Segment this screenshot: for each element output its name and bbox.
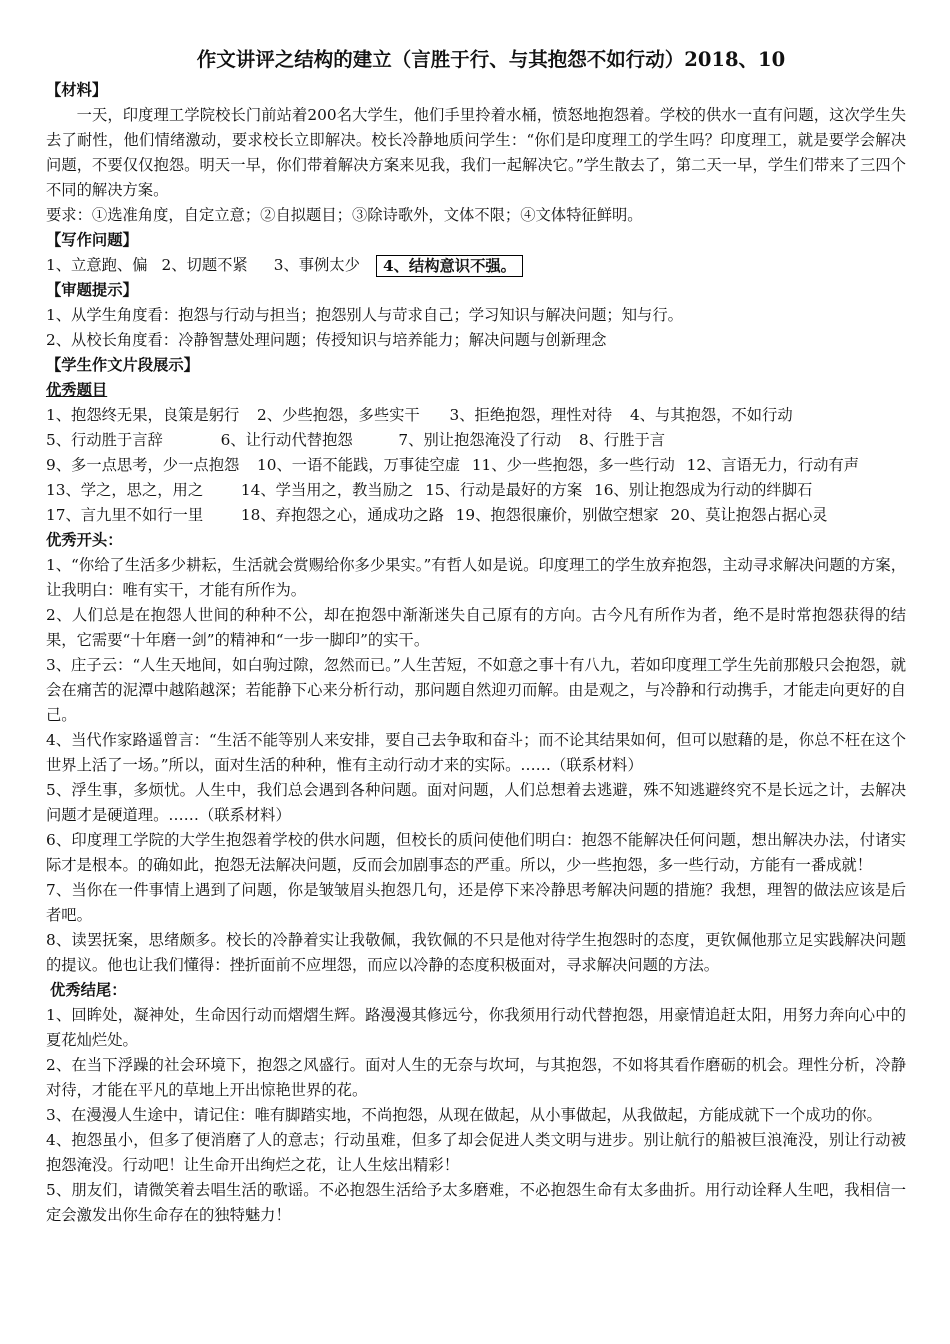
opening-item: 2、人们总是在抱怨人世间的种种不公，却在抱怨中渐渐迷失自己原有的方向。古今凡有所作为者，绝不是时常抱怨获得的结果，它需要“十年磨一剑”的精神和“一步一脚印”的实干。	[46, 606, 906, 649]
hint-item: 2、从校长角度看：冷静智慧处理问题；传授知识与培养能力；解决问题与创新理念	[46, 331, 607, 349]
ending-item: 1、回眸处，凝神处，生命因行动而熠熠生辉。路漫漫其修远兮，你我须用行动代替抱怨，用豪情追赶太阳，用努力奔向心中的夏花灿烂处。	[46, 1006, 906, 1049]
titles-heading: 优秀题目	[46, 381, 108, 399]
endings-heading: 优秀结尾：	[50, 981, 127, 999]
problem-item: 1、立意跑、偏	[46, 256, 148, 274]
opening-item: 1、“你给了生活多少耕耘，生活就会赏赐给你多少果实。”有哲人如是说。印度理工的学生放弃抱怨，主动寻求解决问题的方案，让我明白：唯有实干，才能有所作为。	[46, 556, 906, 599]
opening-item: 5、浮生事，多烦忧。人生中，我们总会遇到各种问题。面对问题，人们总想着去逃避，殊不知逃避终究不是长远之计，去解决问题才是硬道理。……（联系材料）	[46, 781, 906, 824]
ending-item: 4、抱怨虽小，但多了便消磨了人的意志；行动虽难，但多了却会促进人类文明与进步。别让航行的船被巨浪淹没，别让行动被抱怨淹没。行动吧！让生命开出绚烂之花，让人生炫出精彩！	[46, 1131, 906, 1174]
title-item: 2、少些抱怨，多些实干	[257, 406, 420, 424]
titles-row	[46, 428, 906, 453]
page-title: 作文讲评之结构的建立（言胜于行、与其抱怨不如行动）2018、10	[196, 48, 786, 71]
titles-row	[46, 453, 906, 478]
title-item: 3、拒绝抱怨，理性对待	[449, 406, 613, 424]
title-item: 8、行胜于言	[578, 431, 666, 449]
titles-row	[46, 403, 906, 428]
title-item: 13、学之，思之，用之	[46, 481, 204, 499]
title-item: 14、学当用之，教当励之	[240, 481, 414, 499]
titles-row	[46, 503, 906, 528]
ending-item: 5、朋友们，请微笑着去唱生活的歌谣。不必抱怨生活给予太多磨难，不必抱怨生命有太多曲折。用行动诠释人生吧，我相信一定会激发出你生命存在的独特魅力！	[46, 1181, 906, 1224]
problem-item: 2、切题不紧	[161, 256, 248, 274]
hints-heading: 【审题提示】	[46, 281, 138, 299]
title-item: 5、行动胜于言辞	[46, 431, 163, 449]
title-item: 4、与其抱怨，不如行动	[629, 406, 793, 424]
title-item: 16、别让抱怨成为行动的绊脚石	[593, 481, 813, 499]
opening-item: 8、读罢抚案，思绪颇多。校长的冷静着实让我敬佩，我钦佩的不只是他对待学生抱怨时的态度，更钦佩他那立足实践解决问题的提议。他也让我们懂得：挫折面前不应埋怨，而应以冷静的态度积极面对，寻求解决问题的方法。	[46, 931, 906, 974]
title-item: 1、抱怨终无果，良策是躬行	[46, 406, 240, 424]
problem-item-highlighted: 4、结构意识不强。	[376, 255, 523, 277]
title-item: 19、抱怨很廉价，别做空想家	[455, 506, 659, 524]
title-item: 17、言九里不如行一里	[46, 506, 204, 524]
titles-row	[46, 478, 906, 503]
opening-item: 7、当你在一件事情上遇到了问题，你是皱皱眉头抱怨几句，还是停下来冷静思考解决问题的措施？我想，理智的做法应该是后者吧。	[46, 881, 906, 924]
problems-heading: 【写作问题】	[46, 231, 138, 249]
title-item: 9、多一点思考，少一点抱怨	[46, 456, 240, 474]
title-item: 12、言语无力，行动有声	[686, 456, 860, 474]
title-item: 10、一语不能践，万事徒空虚	[257, 456, 461, 474]
showcase-heading: 【学生作文片段展示】	[46, 356, 199, 374]
material-text: 一天，印度理工学院校长门前站着200名大学生，他们手里拎着水桶，愤怒地抱怨着。学校的供水一直有问题，这次学生失去了耐性，他们情绪激动，要求校长立即解决。校长冷静地质问学生：“你们是印度理工的学生吗？印度理工，就是要学会解决问题，不要仅仅抱怨。明天一早，你们带着解决方案来见我，我们一起解决它。”学生散去了，第二天一早，学生们带来了三四个不同的解决方案。	[46, 106, 906, 199]
opening-item: 3、庄子云：“人生天地间，如白驹过隙，忽然而已。”人生苦短，不如意之事十有八九，若如印度理工学生先前那般只会抱怨，就会在痛苦的泥潭中越陷越深；若能静下心来分析行动，那问题自然迎刃而解。由是观之，与冷静和行动携手，才能走向更好的自己。	[46, 656, 906, 724]
problems-list	[46, 253, 906, 278]
title-item: 7、别让抱怨淹没了行动	[398, 431, 562, 449]
openings-heading: 优秀开头：	[46, 531, 123, 549]
title-item: 20、莫让抱怨占据心灵	[670, 506, 828, 524]
title-item: 18、弃抱怨之心，通成功之路	[240, 506, 444, 524]
title-item: 6、让行动代替抱怨	[220, 431, 353, 449]
title-item: 15、行动是最好的方案	[425, 481, 583, 499]
title-item: 11、少一些抱怨，多一些行动	[471, 456, 675, 474]
opening-item: 4、当代作家路遥曾言：“生活不能等别人来安排，要自己去争取和奋斗；而不论其结果如何，但可以慰藉的是，你总不枉在这个世界上活了一场。”所以，面对生活的种种，惟有主动行动才来的实际。……（联系材料）	[46, 731, 906, 774]
problem-item: 3、事例太少	[273, 256, 360, 274]
material-heading: 【材料】	[46, 81, 108, 99]
opening-item: 6、印度理工学院的大学生抱怨着学校的供水问题，但校长的质问使他们明白：抱怨不能解决任何问题，想出解决办法，付诸实际才是根本。的确如此，抱怨无法解决问题，反而会加剧事态的严重。所以，少一些抱怨，多一些行动，方能有一番成就！	[46, 831, 906, 874]
ending-item: 2、在当下浮躁的社会环境下，抱怨之风盛行。面对人生的无奈与坎坷，与其抱怨，不如将其看作磨砺的机会。理性分析，冷静对待，才能在平凡的草地上开出惊艳世界的花。	[46, 1056, 906, 1099]
requirement-text: 要求：①选准角度，自定立意；②自拟题目；③除诗歌外，文体不限；④文体特征鲜明。	[46, 206, 643, 224]
ending-item: 3、在漫漫人生途中，请记住：唯有脚踏实地，不尚抱怨，从现在做起，从小事做起，从我做起，方能成就下一个成功的你。	[46, 1106, 882, 1124]
hint-item: 1、从学生角度看：抱怨与行动与担当；抱怨别人与苛求自己；学习知识与解决问题；知与行。	[46, 306, 683, 324]
